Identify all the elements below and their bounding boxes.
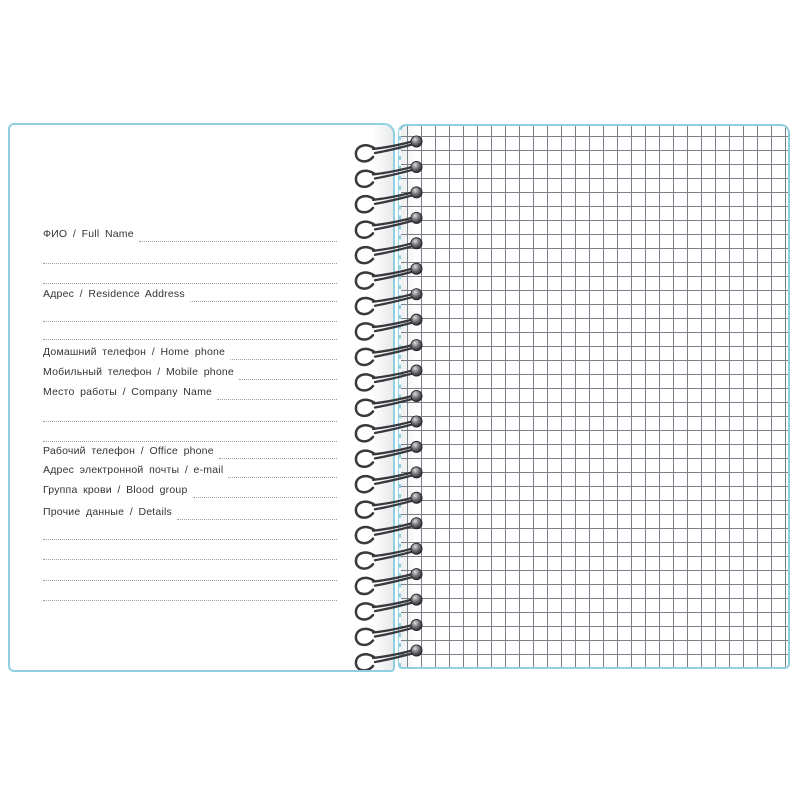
dotted-writing-line (43, 420, 337, 422)
form-blank-line (43, 566, 337, 581)
spiral-coil (356, 187, 422, 212)
spiral-coil (356, 212, 422, 237)
spiral-coil (356, 161, 422, 186)
form-field-label: Рабочий телефон / Office phone (43, 445, 214, 457)
form-field-row (43, 345, 337, 360)
dotted-writing-line (219, 457, 337, 459)
spiral-coil (356, 340, 422, 365)
spiral-coil (356, 467, 422, 492)
form-field-row (43, 365, 337, 380)
form-field-row (43, 463, 337, 478)
spiral-coil (356, 238, 422, 263)
coil-end-ball (411, 492, 422, 503)
dotted-writing-line (43, 320, 337, 322)
coil-end-ball (411, 518, 422, 529)
form-blank-line (43, 545, 337, 560)
left-page (8, 123, 395, 672)
form-field-label: Прочие данные / Details (43, 506, 172, 518)
coil-end-ball (411, 340, 422, 351)
form-blank-line (43, 249, 337, 264)
spiral-coil (356, 390, 422, 415)
dotted-writing-line (217, 398, 337, 400)
spiral-coil (356, 314, 422, 339)
form-field-label: Место работы / Company Name (43, 386, 213, 398)
form-blank-line (43, 325, 337, 340)
form-blank-line (43, 407, 337, 422)
dotted-writing-line (139, 240, 337, 242)
dotted-writing-line (190, 300, 337, 302)
spiral-coil (356, 518, 422, 543)
spiral-coil (356, 619, 422, 644)
coil-end-ball (411, 390, 422, 401)
dotted-writing-line (43, 558, 337, 560)
coil-end-ball (411, 543, 422, 554)
right-page (398, 124, 790, 669)
coil-end-ball (411, 238, 422, 249)
form-field-label: ФИО / Full Name (43, 228, 134, 240)
coil-end-ball (411, 136, 422, 147)
form-field-row (43, 287, 337, 302)
form-field-row (43, 505, 337, 520)
dotted-writing-line (43, 440, 337, 442)
coil-end-ball (411, 212, 422, 223)
spiral-coil (356, 416, 422, 441)
coil-end-ball (411, 594, 422, 605)
coil-end-ball (411, 619, 422, 630)
coil-end-ball (411, 314, 422, 325)
form-blank-line (43, 269, 337, 284)
dotted-writing-line (43, 338, 337, 340)
dotted-writing-line (43, 262, 337, 264)
spiral-coil (356, 365, 422, 390)
dotted-writing-line (43, 599, 337, 601)
spiral-coil (356, 263, 422, 288)
form-field-label: Домашний телефон / Home phone (43, 346, 226, 358)
form-field-row (43, 444, 337, 459)
coil-end-ball (411, 263, 422, 274)
dotted-writing-line (177, 518, 337, 520)
coil-end-ball (411, 645, 422, 656)
form-blank-line (43, 307, 337, 322)
form-field-row (43, 483, 337, 498)
form-blank-line (43, 427, 337, 442)
coil-end-ball (411, 161, 422, 172)
form-field-row (43, 227, 337, 242)
dotted-writing-line (228, 476, 337, 478)
dotted-writing-line (43, 579, 337, 581)
coil-end-ball (411, 187, 422, 198)
spiral-coil (356, 594, 422, 619)
form-field-label: Адрес электронной почты / e-mail (43, 464, 224, 476)
dotted-writing-line (43, 282, 337, 284)
form-field-row (43, 385, 337, 400)
spiral-coil (356, 569, 422, 594)
coil-end-ball (411, 289, 422, 300)
spiral-coil (356, 289, 422, 314)
spiral-coil (356, 441, 422, 466)
spiral-coil (356, 136, 422, 161)
coil-end-ball (411, 365, 422, 376)
form-field-label: Группа крови / Blood group (43, 484, 188, 496)
spiral-coil (356, 492, 422, 517)
form-blank-line (43, 586, 337, 601)
form-blank-line (43, 525, 337, 540)
dotted-writing-line (43, 538, 337, 540)
coil-end-ball (411, 441, 422, 452)
coil-end-ball (411, 569, 422, 580)
form-field-label: Адрес / Residence Address (43, 288, 185, 300)
dotted-writing-line (230, 358, 337, 360)
spiral-binding (350, 125, 434, 670)
dotted-writing-line (239, 378, 337, 380)
spiral-coil (356, 645, 422, 670)
dotted-writing-line (193, 496, 338, 498)
coil-end-ball (411, 467, 422, 478)
coil-end-ball (411, 416, 422, 427)
form-field-label: Мобильный телефон / Mobile phone (43, 366, 234, 378)
spiral-coil (356, 543, 422, 568)
